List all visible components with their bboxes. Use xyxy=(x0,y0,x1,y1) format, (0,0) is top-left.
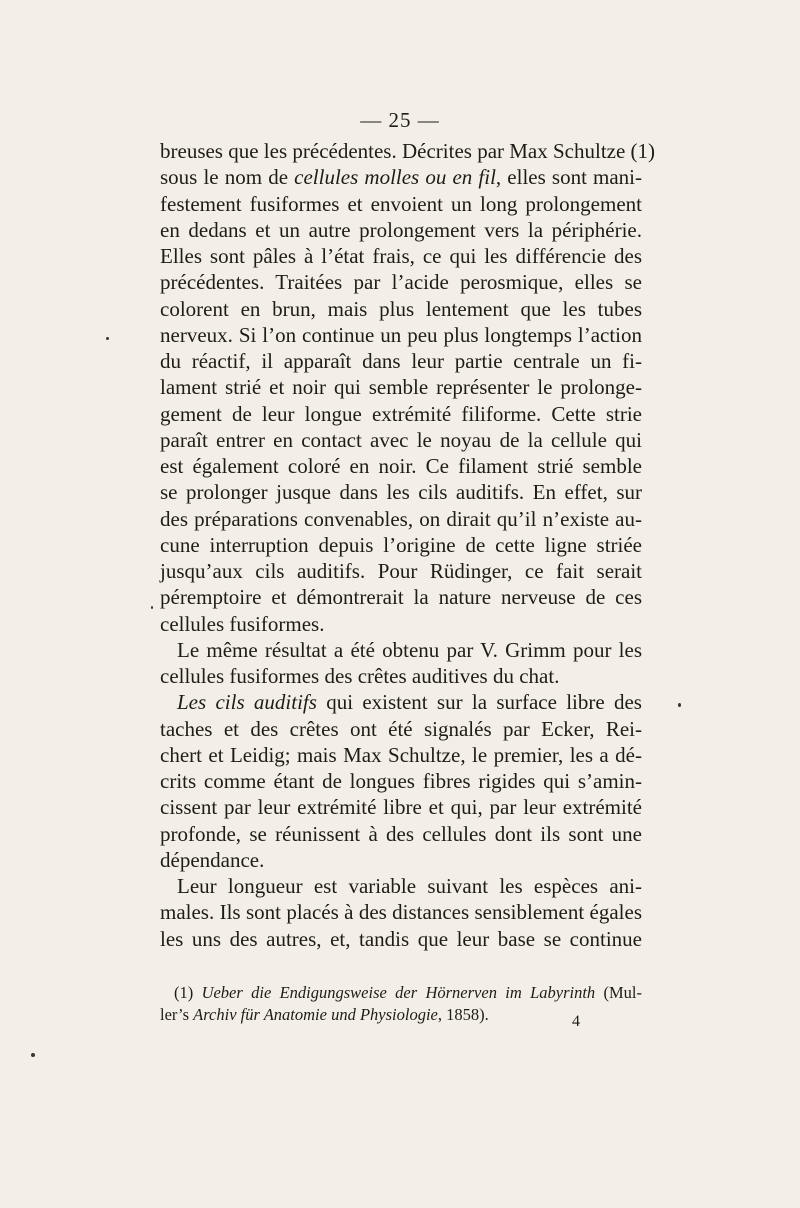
text-line xyxy=(160,716,642,742)
text-segment: nerveux. Si l’on continue un peu plus longtemps l’action xyxy=(160,322,642,347)
text-segment: , elles sont mani- xyxy=(495,165,643,190)
paragraph xyxy=(160,873,642,952)
text-line xyxy=(160,794,642,820)
text-segment: males. Ils sont placés à des distances sensiblement égales xyxy=(160,900,642,925)
paragraph xyxy=(160,138,656,637)
text-segment: Elles sont pâles à l’état frais, ce qui les différencie des xyxy=(160,244,642,268)
text-segment: sous le nom de xyxy=(160,165,295,190)
text-segment: paraît entrer en contact avec le noyau de la cellule qui xyxy=(160,427,642,452)
text-line xyxy=(160,479,642,505)
page-number: — 25 — xyxy=(360,108,440,132)
text-line xyxy=(160,689,642,715)
body-text xyxy=(160,138,656,952)
text-line xyxy=(160,401,642,427)
text-segment: cissent par leur extrémité libre et qui, par leur extrémité xyxy=(160,795,642,820)
text-line xyxy=(160,768,642,794)
text-line xyxy=(160,663,642,689)
text-line xyxy=(160,506,642,532)
text-line xyxy=(160,243,642,269)
text-segment: cune interruption depuis l’origine de cette ligne striée xyxy=(160,532,642,557)
text-segment: lament strié et noir qui semble représenter le prolonge- xyxy=(160,375,642,400)
text-segment: Leur longueur est variable suivant les espèces ani- xyxy=(177,874,642,898)
text-line xyxy=(160,348,642,374)
italic-text: cellules molles ou en fil xyxy=(294,165,496,190)
italic-text: Ueber die Endigungsweise der Hörnerven im Labyrinth xyxy=(201,983,596,1002)
text-segment: se prolonger jusque dans les cils auditifs. En effet, sur xyxy=(160,480,642,505)
text-line xyxy=(160,873,642,899)
text-segment: en dedans et un autre prolongement vers la périphérie. xyxy=(160,217,642,242)
italic-text: Les cils auditifs xyxy=(177,690,317,715)
paragraph xyxy=(160,637,642,690)
text-segment: dépendance. xyxy=(160,847,265,872)
text-segment: cellules fusiformes des crêtes auditives du chat. xyxy=(160,664,560,688)
text-segment: festement fusiformes et envoient un long prolongement xyxy=(160,191,642,216)
text-segment: précédentes. Traitées par l’acide perosmique, elles se xyxy=(160,270,642,295)
text-segment: qui existent sur la surface libre des xyxy=(316,690,642,715)
text-segment: breuses que les précédentes. Décrites par Max Schultze (1) xyxy=(160,139,656,163)
text-segment: est également coloré en noir. Ce filament strié semble xyxy=(160,454,642,478)
text-segment: (Mul- xyxy=(595,983,642,1002)
text-segment: , 1858). xyxy=(437,1005,489,1024)
text-segment: gement de leur longue extrémité filiforme. Cette strie xyxy=(160,401,642,426)
paper-speck xyxy=(31,1053,35,1057)
text-line xyxy=(160,532,642,558)
text-segment: cellules fusiformes. xyxy=(160,611,325,636)
text-line xyxy=(160,322,642,348)
text-line xyxy=(160,611,642,637)
text-line xyxy=(160,584,642,610)
paper-speck xyxy=(106,337,109,340)
text-line xyxy=(160,296,642,322)
text-line xyxy=(160,374,642,400)
paper-speck xyxy=(151,606,153,609)
text-segment: Le même résultat a été obtenu par V. Grimm pour les xyxy=(177,637,642,662)
text-line xyxy=(160,926,642,952)
text-segment: les uns des autres, et, tandis que leur base se continue xyxy=(160,926,642,951)
text-segment: chert et Leidig; mais Max Schultze, le premier, les a dé- xyxy=(160,742,642,767)
text-segment: crits comme étant de longues fibres rigides qui s’amin- xyxy=(160,769,642,793)
paper-speck xyxy=(678,703,681,707)
text-line xyxy=(160,217,642,243)
text-line xyxy=(160,558,642,584)
text-segment: profonde, se réunissent à des cellules dont ils sont une xyxy=(160,821,642,846)
text-line xyxy=(160,427,642,453)
text-segment: colorent en brun, mais plus lentement que les tubes xyxy=(160,296,642,321)
text-segment: jusqu’aux cils auditifs. Pour Rüdinger, ce fait serait xyxy=(160,559,642,583)
text-segment: taches et des crêtes ont été signalés par Ecker, Rei- xyxy=(160,716,642,741)
text-line xyxy=(160,821,642,847)
text-segment: du réactif, il apparaît dans leur partie centrale un fi- xyxy=(160,349,642,373)
paragraph xyxy=(160,689,642,873)
text-segment: ler’s xyxy=(160,1005,194,1024)
text-segment: péremptoire et démontrerait la nature nerveuse de ces xyxy=(160,585,642,610)
text-line xyxy=(160,453,642,479)
text-line xyxy=(160,269,642,295)
signature-mark: 4 xyxy=(572,1013,580,1030)
text-line xyxy=(160,191,642,217)
text-segment: (1) xyxy=(174,983,202,1002)
text-line xyxy=(160,138,656,164)
text-line xyxy=(160,637,642,663)
text-line xyxy=(160,742,642,768)
italic-text: Archiv für Anatomie und Physiologie xyxy=(193,1005,438,1024)
text-line xyxy=(160,899,642,925)
text-line xyxy=(160,847,642,873)
text-segment: des préparations convenables, on dirait qu’il n’existe au- xyxy=(160,506,642,531)
text-line xyxy=(160,164,642,190)
footnote-line xyxy=(160,982,642,1004)
